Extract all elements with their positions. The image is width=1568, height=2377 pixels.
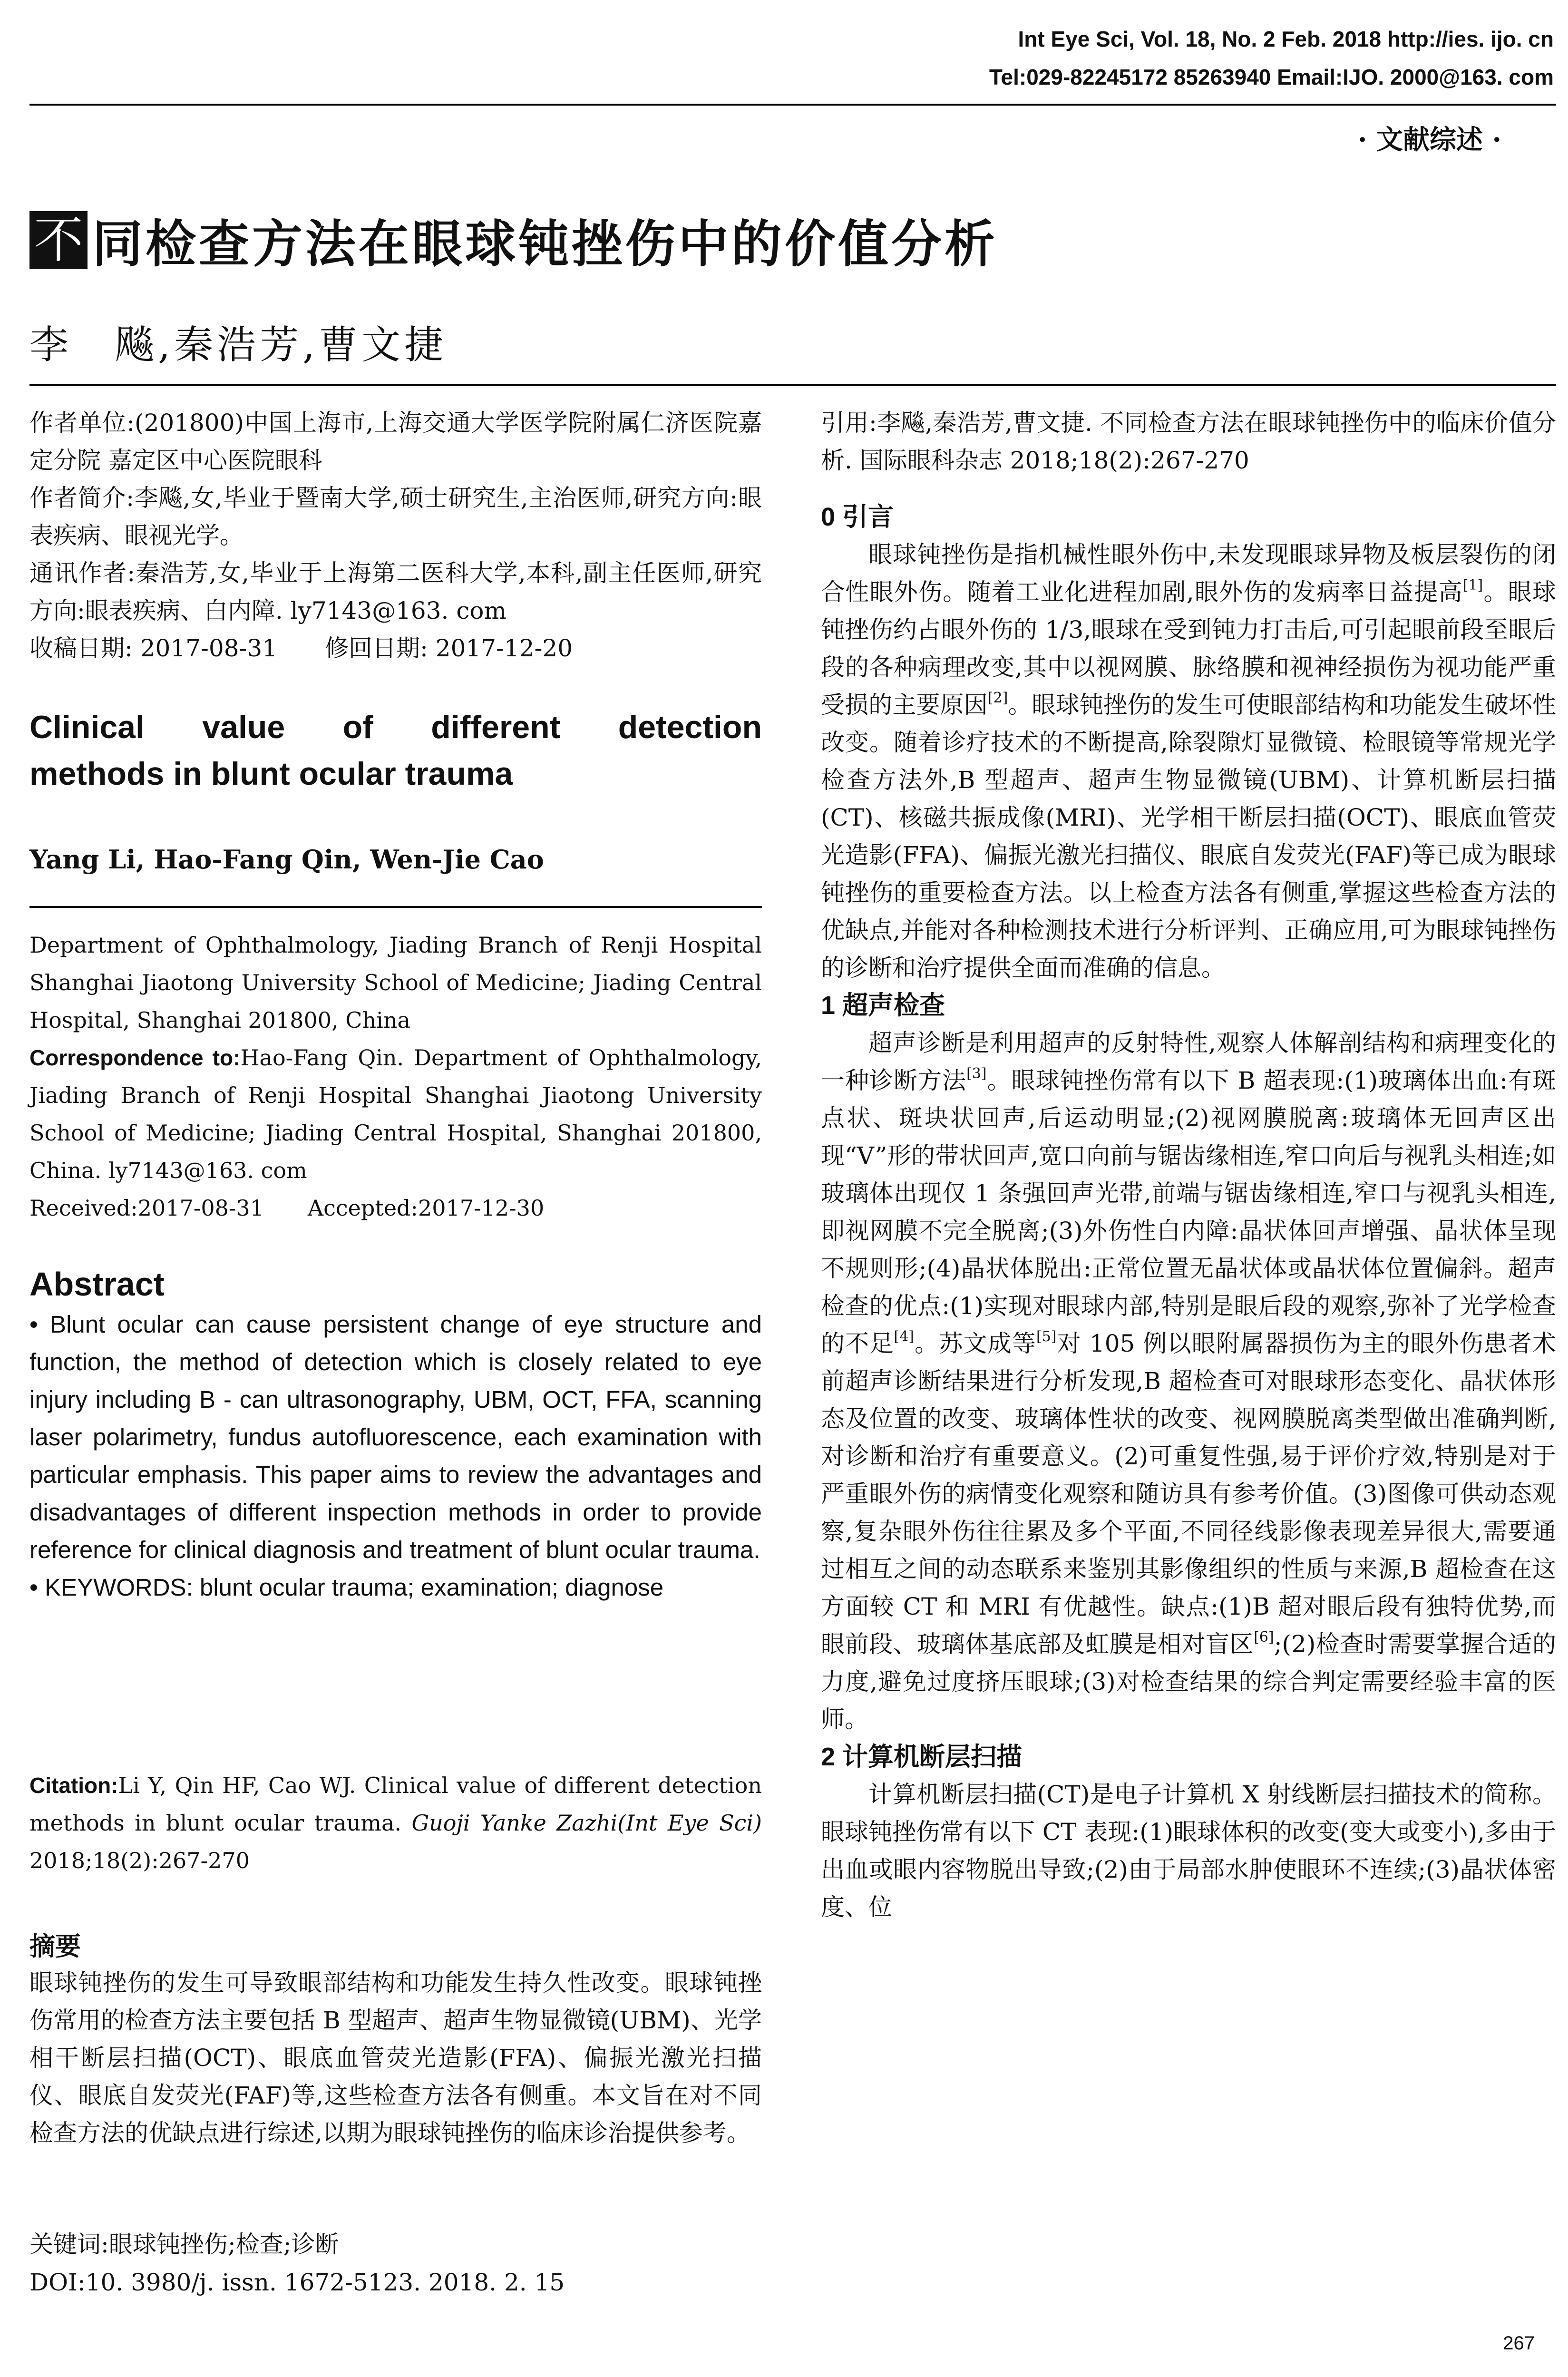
page-number: 267: [1503, 2333, 1535, 2354]
english-divider: [29, 906, 762, 908]
sec1-text-e: ;(2)检查时需要掌握合适的力度,避免过度挤压眼球;(3)对检查结果的综合判定需要经验丰富的医师。: [821, 1630, 1557, 1733]
header-line-2: Tel:029-82245172 85263940 Email:IJO. 2000@163. com: [989, 65, 1554, 89]
ref-6: [6]: [1254, 1629, 1274, 1646]
sec1-text-d: 对 105 例以眼附属器损伤为主的眼外伤患者术前超声诊断结果进行分析发现,B 超检查可对眼球形态变化、晶状体形态及位置的改变、玻璃体性状的改变、视网膜脱离类型做出准确判断,对诊断和治疗有重要意义。(2)可重复性强,易于评价疗效,特别是对于严重眼外伤的病情变化观察和随访具有参考价值。(3)图像可供动态观察,复杂眼外伤往往累及多个平面,不同径线影像表现差异很大,需要通过相互之间的动态联系来鉴别其影像组织的性质与来源,B 超检查在这方面较 CT 和 MRI 有优越性。缺点:(1)B 超对眼后段有独特优势,而眼前段、玻璃体基底部及虹膜是相对盲区: [821, 1330, 1557, 1658]
keywords-cn: 关键词:眼球钝挫伤;检查;诊断: [29, 2231, 339, 2258]
citation-cn: 引用:李飚,秦浩芳,曹文捷. 不同检查方法在眼球钝挫伤中的临床价值分析. 国际眼科杂志 2018;18(2):267-270: [821, 409, 1556, 474]
english-title-line-2: methods in blunt ocular trauma: [29, 756, 513, 792]
author-unit: 作者单位:(201800)中国上海市,上海交通大学医学院附属仁济医院嘉定分院 嘉定区中心医院眼科: [29, 409, 762, 474]
zhaiyao-heading: 摘要: [29, 1932, 81, 1961]
sec1-text-c: 。苏文成等: [914, 1330, 1036, 1357]
header-line-1: Int Eye Sci, Vol. 18, No. 2 Feb. 2018 http://ies. ijo. cn: [1018, 27, 1554, 51]
english-title-line-1: Clinical value of different detection: [29, 709, 762, 745]
ref-2: [2]: [987, 690, 1008, 706]
english-affiliation: [29, 926, 762, 1227]
section-1-heading: 1 超声检查: [821, 991, 945, 1020]
abstract-text: • Blunt ocular can cause persistent change of eye structure and function, the method of detection which is closely related to eye injury including B - can ultrasonography, UBM, OCT, FFA, scanning laser polarimetry, fundus autofluorescence, each examination with particular emphasis. This paper aims to review the advantages and disadvantages of different inspection methods in order to provide reference for clinical diagnosis and treatment of blunt ocular trauma.: [29, 1311, 762, 1563]
sec0-text-1: 眼球钝挫伤是指机械性眼外伤中,未发现眼球异物及板层裂伤的闭合性眼外伤。随着工业化进程加剧,眼外伤的发病率日益提高: [821, 541, 1556, 606]
sec0-text-2: 。眼球钝挫伤约占眼外伤的 1/3,眼球在受到钝力打击后,可引起眼前段至眼后段的各种病理改变,其中以视网膜、脉络膜和视神经损伤为视功能严重受损的主要原因: [821, 578, 1556, 719]
citation-tail: 2018;18(2):267-270: [29, 1848, 250, 1873]
received-dates-en: Received:2017-08-31 Accepted:2017-12-30: [29, 1195, 545, 1221]
english-authors: Yang Li, Hao-Fang Qin, Wen-Jie Cao: [29, 844, 544, 875]
zhaiyao-text: 眼球钝挫伤的发生可导致眼部结构和功能发生持久性改变。眼球钝挫伤常用的检查方法主要包括 B 型超声、超声生物显微镜(UBM)、光学相干断层扫描(OCT)、眼底血管荧光造影(FFA)、偏振光激光扫描仪、眼底自发荧光(FAF)等,这些检查方法各有侧重。本文旨在对不同检查方法的优缺点进行综述,以期为眼球钝挫伤的临床诊治提供参考。: [29, 1969, 762, 2147]
citation-text: Li Y, Qin HF, Cao WJ. Clinical value of different detection methods in blunt ocular trauma.: [29, 1773, 762, 1836]
journal-header: [745, 20, 1554, 96]
ref-4: [4]: [894, 1328, 914, 1345]
abstract-body: [29, 1305, 762, 1606]
received-dates-cn: 收稿日期: 2017-08-31 修回日期: 2017-12-20: [29, 634, 573, 662]
authors-cn: 李 飚,秦浩芳,曹文捷: [29, 322, 448, 368]
section-0-paragraph: [821, 536, 1556, 987]
correspondence-label: Correspondence to:: [29, 1045, 241, 1070]
sec1-text-b: 。眼球钝挫伤常有以下 B 超表现:(1)玻璃体出血:有斑点状、斑块状回声,后运动明显;(2)视网膜脱离:玻璃体无回声区出现“V”形的带状回声,宽口向前与锯齿缘相连,窄口向后与视乳头相连;如玻璃体出现仅 1 条强回声光带,前端与锯齿缘相连,窄口与视乳头相连,即视网膜不完全脱离;(3)外伤性白内障:晶状体回声增强、晶状体呈现不规则形;(4)晶状体脱出:正常位置无晶状体或晶状体位置偏斜。超声检查的优点:(1)实现对眼球内部,特别是眼后段的观察,弥补了光学检查的不足: [821, 1067, 1557, 1357]
title-first-char: 不: [29, 211, 88, 269]
section-2-paragraph: 计算机断层扫描(CT)是电子计算机 X 射线断层扫描技术的简称。眼球钝挫伤常有以下 CT 表现:(1)眼球体积的改变(变大或变小),多由于出血或眼内容物脱出导致;(2)由于局部水肿使眼环不连续;(3)晶状体密度、位: [821, 1781, 1556, 1921]
sec0-text-3: 。眼球钝挫伤的发生可使眼部结构和功能发生破坏性改变。随着诊疗技术的不断提高,除裂隙灯显微镜、检眼镜等常规光学检查方法外,B 型超声、超声生物显微镜(UBM)、计算机断层扫描(CT)、核磁共振成像(MRI)、光学相干断层扫描(OCT)、眼底血管荧光造影(FFA)、偏振光激光扫描仪、眼底自发荧光(FAF)等已成为眼球钝挫伤的重要检查方法。以上检查方法各有侧重,掌握这些检查方法的优缺点,并能对各种检测技术进行分析评判、正确应用,可为眼球钝挫伤的诊断和治疗提供全面而准确的信息。: [821, 691, 1557, 982]
sec1-text-a: 超声诊断是利用超声的反射特性,观察人体解剖结构和病理变化的一种诊断方法: [821, 1029, 1556, 1094]
article-title: [29, 200, 998, 281]
author-bio: 作者简介:李飚,女,毕业于暨南大学,硕士研究生,主治医师,研究方向:眼表疾病、眼视光学。: [29, 484, 762, 549]
ref-5: [5]: [1036, 1328, 1057, 1345]
ref-3: [3]: [966, 1065, 987, 1082]
citation-english: [29, 1767, 762, 1880]
correspondence-en: [29, 1039, 762, 1189]
abstract-heading: Abstract: [29, 1266, 165, 1303]
section-0-heading: 0 引言: [821, 503, 894, 531]
citation-journal: Guoji Yanke Zazhi(Int Eye Sci): [411, 1810, 762, 1836]
section-1-paragraph: [821, 1024, 1556, 1738]
author-info-cn: [29, 404, 762, 667]
corresponding-author: 通讯作者:秦浩芳,女,毕业于上海第二医科大学,本科,副主任医师,研究方向:眼表疾病、白内障. ly7143@163. com: [29, 559, 762, 624]
english-title: [29, 704, 762, 797]
right-column: [821, 404, 1556, 1926]
affiliation-text: Department of Ophthalmology, Jiading Branch of Renji Hospital Shanghai Jiaotong University School of Medicine; Jiading Central Hospital, Shanghai 201800, China: [29, 932, 762, 1033]
title-text: 同检查方法在眼球钝挫伤中的价值分析: [92, 214, 998, 273]
section-tag: · 文献综述 ·: [1358, 124, 1501, 156]
abstract-keywords: • KEYWORDS: blunt ocular trauma; examination; diagnose: [29, 1574, 664, 1601]
citation-label: Citation:: [29, 1773, 118, 1798]
authors-divider: [29, 384, 1556, 386]
ref-1: [1]: [1462, 577, 1483, 594]
section-2-heading: 2 计算机断层扫描: [821, 1743, 1023, 1771]
correspondence-text: Hao-Fang Qin. Department of Ophthalmology, Jiading Branch of Renji Hospital Shanghai Jiaotong University School of Medicine; Jiading Central Hospital, Shanghai 201800, China. ly7143@163. com: [29, 1045, 762, 1183]
header-divider: [29, 104, 1556, 106]
doi: DOI:10. 3980/j. issn. 1672-5123. 2018. 2. 15: [29, 2269, 565, 2296]
